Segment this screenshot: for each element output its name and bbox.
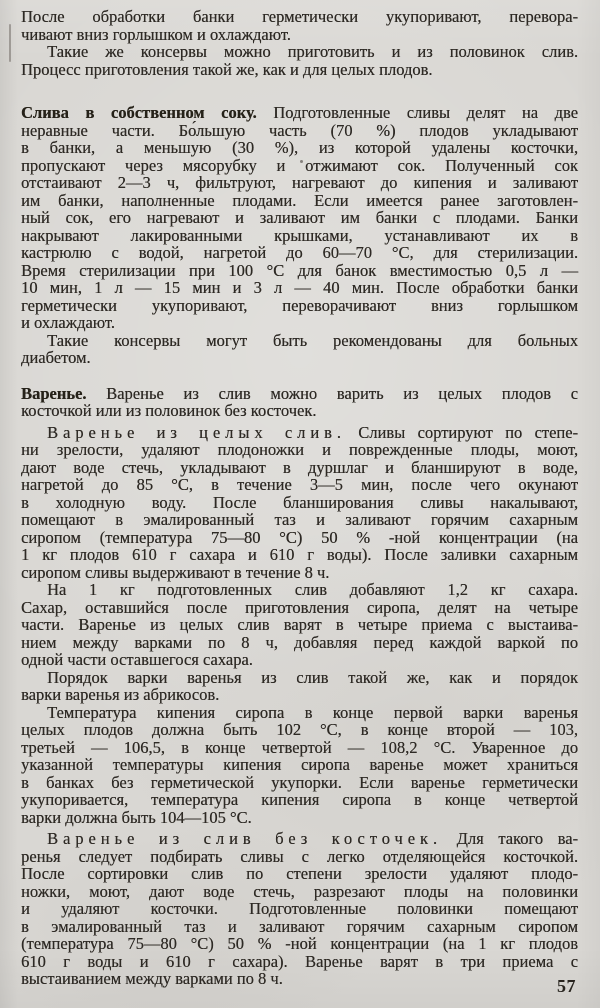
- text-line: [21, 122, 578, 140]
- text-segment: Варенье из слив можно варить из целых плодов с: [86, 383, 578, 403]
- text-line: [21, 424, 578, 442]
- text-segment: сиропом сливы выдерживают в течение 8 ч.: [21, 562, 330, 582]
- text-line: [21, 970, 578, 988]
- text-line: [21, 139, 578, 157]
- text-segment: косточкой или из половинок без косточек.: [21, 401, 317, 420]
- text-line: [21, 848, 578, 866]
- text-segment: дают воде стечь, укладывают в дуршлаг и бланшируют в воде,: [21, 457, 578, 477]
- paragraph: [21, 669, 578, 704]
- text-segment: После обработки банки герметически укупоривают, перевора-: [21, 7, 578, 26]
- text-line: [21, 704, 578, 722]
- text-segment: отстаивают 2—3 ч, фильтруют, нагревают до кипения и заливают: [21, 173, 578, 192]
- text-line: [21, 791, 578, 809]
- text-line: [21, 918, 578, 936]
- text-segment: Сливы сортируют по степе-: [345, 422, 579, 442]
- text-segment: Для такого ва-: [441, 829, 578, 848]
- text-line: [21, 61, 578, 79]
- text-segment: пропускают через мясорубку и отжимают сок. Полученный сок: [21, 155, 578, 175]
- text-line: [21, 332, 578, 350]
- text-segment: варки должна быть 104—105 °С.: [21, 807, 252, 827]
- text-segment: Время стерилизации при 100 °С для банок вместимостью 0,5 л —: [21, 260, 578, 280]
- text-segment: в эмалированный таз и заливают горячим сахарным сиропом: [21, 916, 578, 936]
- text-line: [21, 385, 578, 403]
- text-line: [21, 192, 578, 210]
- text-line: [21, 476, 578, 494]
- text-segment: одной части оставшегося сахара.: [21, 650, 253, 669]
- text-line: [21, 616, 578, 634]
- text-line: [21, 279, 578, 297]
- text-line: [21, 830, 578, 848]
- text-line: [21, 900, 578, 918]
- text-segment: ножки, моют, дают воде стечь, разрезают плоды на половинки: [21, 881, 578, 901]
- paragraph: [21, 424, 578, 582]
- text-line: [21, 511, 578, 529]
- text-segment: в банках без герметической укупорки. Если варенье герметически: [21, 772, 578, 792]
- text-line: [21, 43, 578, 61]
- paragraph: [21, 385, 578, 420]
- text-segment: герметически укупоривают, переворачивают вниз горлышком: [21, 295, 578, 315]
- run-in-heading-spaced: Варенье из целых слив.: [47, 422, 346, 442]
- text-line: [21, 494, 578, 512]
- text-segment: ни зрелости, удаляют плодоножки и поврежденные плоды, моют,: [21, 440, 578, 459]
- text-segment: и удаляют косточки. Подготовленные половинки помещают: [21, 899, 578, 918]
- text-line: [21, 669, 578, 687]
- text-segment: Процесс приготовления такой же, как и для целых плодов.: [21, 59, 433, 79]
- text-line: [21, 104, 578, 122]
- text-line: [21, 459, 578, 477]
- text-segment: Температура кипения сиропа в конце первой варки варенья: [47, 702, 578, 722]
- run-in-heading-spaced: Варенье из слив без косточек.: [47, 829, 442, 848]
- text-line: [21, 174, 578, 192]
- text-segment: 10 мин, 1 л — 15 мин и 3 л — 40 мин. После обработки банки: [21, 278, 578, 297]
- text-line: [21, 651, 578, 669]
- text-line: [21, 349, 578, 367]
- text-segment: ренья следует подбирать сливы с легко отделяющейся косточкой.: [21, 846, 578, 866]
- paragraph: [21, 104, 578, 332]
- text-line: [21, 441, 578, 459]
- text-segment: неравные части. Бо́льшую часть (70 %) плодов укладывают: [21, 120, 578, 140]
- text-line: [21, 756, 578, 774]
- text-segment: части. Варенье из целых слив варят в четыре приема с выстаива-: [21, 615, 578, 634]
- text-segment: третьей — 106,5, в конце четвертой — 108,2 °С. Уваренное до: [21, 737, 578, 757]
- text-segment: им банки, наполненные плодами. Если имеется ранее заготовлен-: [21, 190, 578, 210]
- page-number: 57: [557, 976, 576, 996]
- text-line: [21, 314, 578, 332]
- text-line: [21, 935, 578, 953]
- paragraph: [21, 704, 578, 827]
- scan-streak-artifact: [9, 24, 11, 62]
- text-segment: выстаиванием между варками по 8 ч.: [21, 969, 283, 988]
- paragraph: [21, 581, 578, 669]
- text-line: [21, 865, 578, 883]
- text-segment: 1 кг плодов 610 г сахара и 610 г воды). После заливки сахарным: [21, 545, 578, 564]
- text-line: [21, 721, 578, 739]
- text-line: [21, 953, 578, 971]
- text-segment: На 1 кг подготовленных слив добавляют 1,2 кг сахара.: [47, 580, 578, 599]
- text-segment: После сортировки слив по степени зрелости удаляют плодо-: [21, 864, 578, 883]
- text-segment: Порядок варки варенья из слив такой же, как и порядок: [47, 667, 578, 687]
- text-line: [21, 227, 578, 245]
- text-segment: кастрюлю с водой, нагретой до 60—70 °С, для стерилизации.: [21, 243, 578, 262]
- text-line: [21, 8, 578, 26]
- text-segment: чивают вниз горлышком и охлаждают.: [21, 24, 291, 44]
- text-line: [21, 634, 578, 652]
- text-segment: нагретой до 85 °С, в течение 3—5 мин, после чего окунают: [21, 475, 578, 494]
- paragraph: [21, 830, 578, 988]
- text-segment: в банки, а меньшую (30 %), из которой удалены косточки,: [21, 138, 578, 157]
- text-line: [21, 529, 578, 547]
- text-segment: указанной температуры кипения сиропа варенье может храниться: [21, 755, 578, 774]
- text-segment: сиропом (температура 75—80 °С) 50 % -ной концентрации (на: [21, 527, 578, 547]
- text-line: [21, 809, 578, 827]
- text-line: [21, 564, 578, 582]
- text-line: [21, 774, 578, 792]
- text-segment: помещают в эмалированный таз и заливают горячим сахарным: [21, 510, 578, 529]
- text-segment: в холодную воду. После бланширования сливы накалывают,: [21, 492, 578, 512]
- text-segment: укупоривается, температура кипения сиропа в конце четвертой: [21, 790, 578, 809]
- text-line: [21, 209, 578, 227]
- text-segment: (температура 75—80 °С) 50 % -ной концентрации (на 1 кг плодов: [21, 934, 578, 953]
- text-segment: и охлаждают.: [21, 313, 115, 332]
- paragraph: [21, 8, 578, 43]
- text-segment: Такие же консервы можно приготовить и из половинок слив.: [47, 42, 578, 61]
- text-line: [21, 297, 578, 315]
- text-line: [21, 26, 578, 44]
- text-segment: целых плодов должна быть 102 °С, в конце второй — 103,: [21, 720, 578, 739]
- text-segment: Сахар, оставшийся после приготовления сиропа, делят на четыре: [21, 597, 578, 617]
- text-segment: нием между варками по 8 ч, добавляя перед каждой варкой по: [21, 632, 578, 652]
- text-column: [21, 8, 578, 988]
- paragraph: [21, 43, 578, 78]
- text-line: [21, 546, 578, 564]
- text-segment: Подготовленные сливы делят на две: [256, 103, 578, 122]
- text-line: [21, 686, 578, 704]
- text-segment: 610 г воды и 610 г сахара). Варенье варят в три приема с: [21, 951, 578, 971]
- text-segment: варки варенья из абрикосов.: [21, 685, 220, 704]
- text-line: [21, 157, 578, 175]
- text-line: [21, 581, 578, 599]
- text-line: [21, 262, 578, 280]
- text-line: [21, 739, 578, 757]
- text-segment: ный сок, его нагревают и заливают им банки с плодами. Банки: [21, 208, 578, 227]
- text-segment: диабетом.: [21, 348, 91, 367]
- run-in-heading-bold: Варенье.: [21, 383, 87, 403]
- paragraph: [21, 332, 578, 367]
- text-line: [21, 244, 578, 262]
- run-in-heading-bold: Слива в собственном соку.: [21, 103, 257, 122]
- text-line: [21, 599, 578, 617]
- text-segment: накрывают лакированными крышками, устанавливают их в: [21, 225, 578, 245]
- text-segment: Такие консервы могут быть рекомендованы для больных: [47, 330, 578, 350]
- text-line: [21, 883, 578, 901]
- text-line: [21, 402, 578, 420]
